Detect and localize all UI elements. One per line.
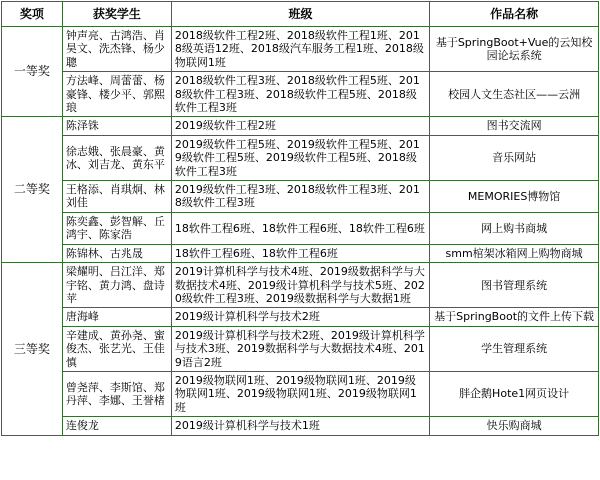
work-cell: 基于SpringBoot的文件上传下载 xyxy=(430,308,599,326)
column-header-level: 奖项 xyxy=(2,2,63,27)
work-cell: MEMORIES博物馆 xyxy=(430,181,599,213)
table-row xyxy=(2,263,599,308)
class-cell: 2019级计算机科学与技术1班 xyxy=(171,417,429,435)
table-header xyxy=(2,2,599,27)
table-row xyxy=(2,181,599,213)
table-row xyxy=(2,371,599,416)
table-header-row xyxy=(2,2,599,27)
students-cell: 唐海峰 xyxy=(62,308,171,326)
class-cell: 2019级计算机科学与技术2班、2019级计算机科学与技术3班、2019数据科学与大数据技术4班、2019语言2班 xyxy=(171,326,429,371)
table-row xyxy=(2,244,599,262)
table-row xyxy=(2,27,599,72)
class-cell: 2019级软件工程5班、2019级软件工程5班、2019级软件工程5班、2019级软件工程5班、2018级软件工程3班 xyxy=(171,135,429,180)
table-body xyxy=(2,27,599,436)
work-cell: smm棺架冰箱网上购物商城 xyxy=(430,244,599,262)
class-cell: 18软件工程6班、18软件工程6班、18软件工程6班 xyxy=(171,212,429,244)
class-cell: 2019级计算机科学与技术2班 xyxy=(171,308,429,326)
students-cell: 方法峰、周蕾蕾、杨豪锋、楼少平、郭熙琅 xyxy=(62,72,171,117)
table-row xyxy=(2,326,599,371)
work-cell: 胖企鹅Hote1网页设计 xyxy=(430,371,599,416)
work-cell: 基于SpringBoot+Vue的云知校园论坛系统 xyxy=(430,27,599,72)
table-row xyxy=(2,72,599,117)
table-row xyxy=(2,308,599,326)
award-table xyxy=(1,1,599,436)
students-cell: 陈锦林、古兆晟 xyxy=(62,244,171,262)
class-cell: 2019级物联网1班、2019级物联网1班、2019级物联网1班、2019级物联网1班、2019级物联网1班 xyxy=(171,371,429,416)
table-row xyxy=(2,135,599,180)
column-header-students: 获奖学生 xyxy=(62,2,171,27)
work-cell: 快乐购商城 xyxy=(430,417,599,435)
students-cell: 曾尧萍、李斯馆、郑丹萍、李娜、王誉楮 xyxy=(62,371,171,416)
students-cell: 陈奕鑫、彭智解、丘鸿宇、陈家浩 xyxy=(62,212,171,244)
work-cell: 图书管理系统 xyxy=(430,263,599,308)
column-header-class: 班级 xyxy=(171,2,429,27)
class-cell: 2019级软件工程3班、2018级软件工程3班、2018级软件工程3班 xyxy=(171,181,429,213)
students-cell: 连俊龙 xyxy=(62,417,171,435)
class-cell: 2018级软件工程2班、2018级软件工程1班、2018级英语12班、2018级汽车服务工程1班、2018级物联网1班 xyxy=(171,27,429,72)
students-cell: 徐志娥、张晨豪、黄冰、刘吉龙、黄东平 xyxy=(62,135,171,180)
class-cell: 2019级软件工程2班 xyxy=(171,117,429,135)
column-header-work: 作品名称 xyxy=(430,2,599,27)
table-row xyxy=(2,417,599,435)
work-cell: 网上购书商城 xyxy=(430,212,599,244)
work-cell: 校园人文生态社区——云洲 xyxy=(430,72,599,117)
students-cell: 辛建成、黄孙尧、蜜俊杰、张艺光、王佳慎 xyxy=(62,326,171,371)
students-cell: 梁耀明、吕江洋、郑宇铭、黄力鸿、盘诗苹 xyxy=(62,263,171,308)
table-row xyxy=(2,212,599,244)
award-level-cell: 二等奖 xyxy=(2,117,63,263)
work-cell: 图书交流网 xyxy=(430,117,599,135)
award-level-cell: 一等奖 xyxy=(2,27,63,117)
students-cell: 陈泽铢 xyxy=(62,117,171,135)
class-cell: 18软件工程6班、18软件工程6班 xyxy=(171,244,429,262)
work-cell: 学生管理系统 xyxy=(430,326,599,371)
work-cell: 音乐网站 xyxy=(430,135,599,180)
table-row xyxy=(2,117,599,135)
students-cell: 王格添、肖琪炯、林刘佳 xyxy=(62,181,171,213)
class-cell: 2019计算机科学与技术4班、2019级数据科学与大数据技术4班、2019级计算机科学与技术5班、2020级软件工程3班、2019级数据科学与大数据1班 xyxy=(171,263,429,308)
award-level-cell: 三等奖 xyxy=(2,263,63,435)
class-cell: 2018级软件工程3班、2018级软件工程5班、2018级软件工程3班、2018级软件工程5班、2018级软件工程3班 xyxy=(171,72,429,117)
students-cell: 钟声亮、古鸿浩、肖昊文、洗杰锋、杨少聰 xyxy=(62,27,171,72)
